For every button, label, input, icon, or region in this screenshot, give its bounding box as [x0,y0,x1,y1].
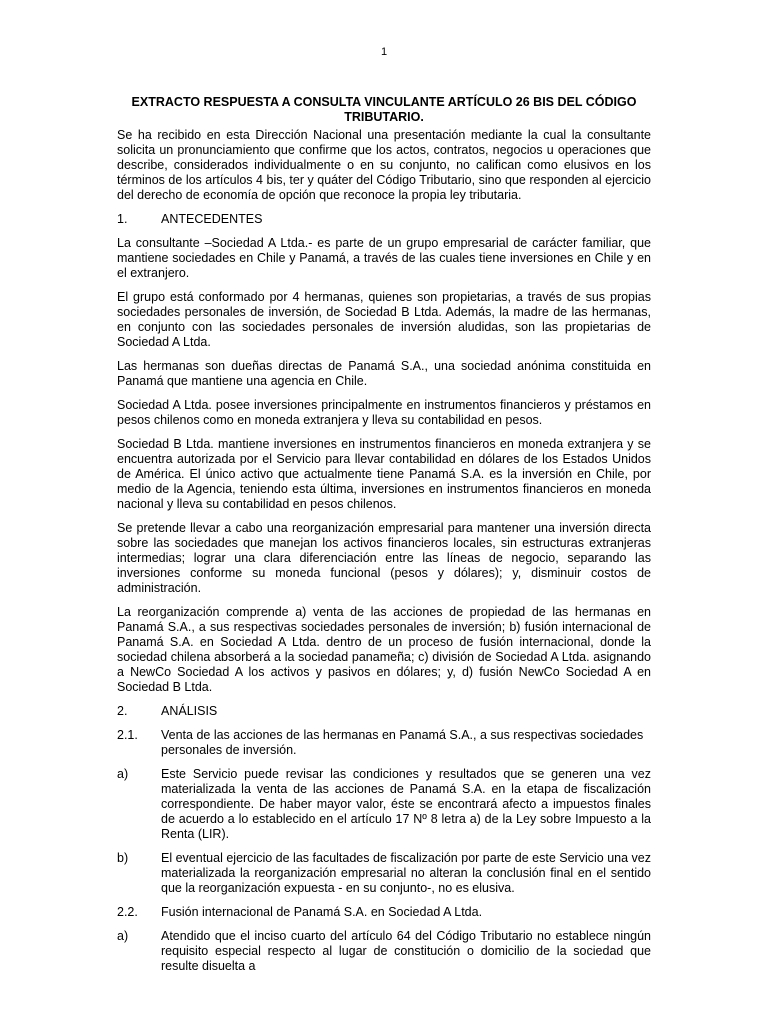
list-item [117,851,651,896]
subsection-number: 2.1. [117,728,138,742]
subsection-title: Venta de las acciones de las hermanas en Panamá S.A., a sus respectivas sociedades personales de inversión. [161,728,644,757]
subsection-heading [117,728,651,758]
paragraph: Sociedad A Ltda. posee inversiones principalmente en instrumentos financieros y préstamos en pesos chilenos como en moneda extranjera y lleva su contabilidad en pesos. [117,398,651,427]
list-item-text: Atendido que el inciso cuarto del artículo 64 del Código Tributario no establece ningún requisito especial respecto al lugar de constitución o domicilio de la sociedad que resulte disuelta a [161,929,651,973]
paragraph: La consultante –Sociedad A Ltda.- es parte de un grupo empresarial de carácter familiar, que mantiene sociedades en Chile y Panamá, a través de las cuales tiene inversiones en Chile y en el extranjero. [117,236,651,280]
intro-paragraph: Se ha recibido en esta Dirección Nacional una presentación mediante la cual la consultante solicita un pronunciamiento que confirme que los actos, contratos, negocios u operaciones que describe, considerados individualmente o en su conjunto, no califican como elusivos en los términos de los artículos 4 bis, ter y quáter del Código Tributario, sino que responden al ejercicio del derecho de economía de opción que reconoce la propia ley tributaria. [117,128,651,202]
section-heading-antecedentes [117,212,651,227]
document-title: EXTRACTO RESPUESTA A CONSULTA VINCULANTE ARTÍCULO 26 BIS DEL CÓDIGO TRIBUTARIO. [131,95,637,124]
list-item [117,767,651,842]
paragraph: El grupo está conformado por 4 hermanas, quienes son propietarias, a través de sus propias sociedades personales de inversión, de Sociedad B Ltda. Además, la madre de las hermanas, en conjunto con las sociedades personales de inversión aludidas, son las propietarias de Sociedad A Ltda. [117,290,651,349]
paragraph: Se pretende llevar a cabo una reorganización empresarial para mantener una inversión directa sobre las sociedades que manejan los activos financieros locales, sin estructuras extranjeras intermedias; lograr una clara diferenciación entre las líneas de negocio, separando las inversiones conforme su moneda funcional (pesos y dólares); y, disminuir costos de administración. [117,521,651,595]
paragraph: Las hermanas son dueñas directas de Panamá S.A., una sociedad anónima constituida en Panamá que mantiene una agencia en Chile. [117,359,651,388]
paragraph: La reorganización comprende a) venta de las acciones de propiedad de las hermanas en Panamá S.A., a sus respectivas sociedades personales de inversión; b) fusión internacional de Panamá S.A. en Sociedad A Ltda. dentro de un proceso de fusión internacional, donde la sociedad chilena absorberá a la sociedad panameña; c) división de Sociedad A Ltda. asignando a NewCo Sociedad A los activos y pasivos en dólares; y, d) fusión NewCo Sociedad A en Sociedad B Ltda. [117,605,651,694]
list-item-label: a) [117,929,129,943]
section-number: 2. [117,704,128,718]
section-title: ANÁLISIS [161,704,218,718]
document-body [117,128,651,983]
list-item-text: El eventual ejercicio de las facultades de fiscalización por parte de este Servicio una vez materializada la reorganización empresarial no alteran la conclusión final en el sentido que la reorganización expuesta - en su conjunto-, no es elusiva. [161,851,651,895]
list-item-text: Este Servicio puede revisar las condiciones y resultados que se generen una vez materializada la venta de las acciones de Panamá S.A. en la etapa de fiscalización correspondiente. De haber mayor valor, éste se encontrará afecto a impuestos finales de acuerdo a lo establecido en el artículo 17 Nº 8 letra a) de la Ley sobre Impuesto a la Renta (LIR). [161,767,651,841]
section-title: ANTECEDENTES [161,212,263,226]
section-number: 1. [117,212,128,226]
subsection-number: 2.2. [117,905,138,919]
page-number: 1 [380,46,388,58]
list-item [117,929,651,974]
section-heading-analisis [117,704,651,719]
list-item-label: a) [117,767,129,781]
subsection-heading [117,905,651,920]
paragraph: Sociedad B Ltda. mantiene inversiones en instrumentos financieros en moneda extranjera y se encuentra autorizada por el Servicio para llevar contabilidad en dólares de los Estados Unidos de América. El único activo que actualmente tiene Panamá S.A. es la inversión en Chile, por medio de la Agencia, teniendo esta última, inversiones en instrumentos financieros en moneda nacional y lleva su contabilidad en pesos chilenos. [117,437,651,511]
list-item-label: b) [117,851,129,865]
subsection-title: Fusión internacional de Panamá S.A. en Sociedad A Ltda. [161,905,483,919]
